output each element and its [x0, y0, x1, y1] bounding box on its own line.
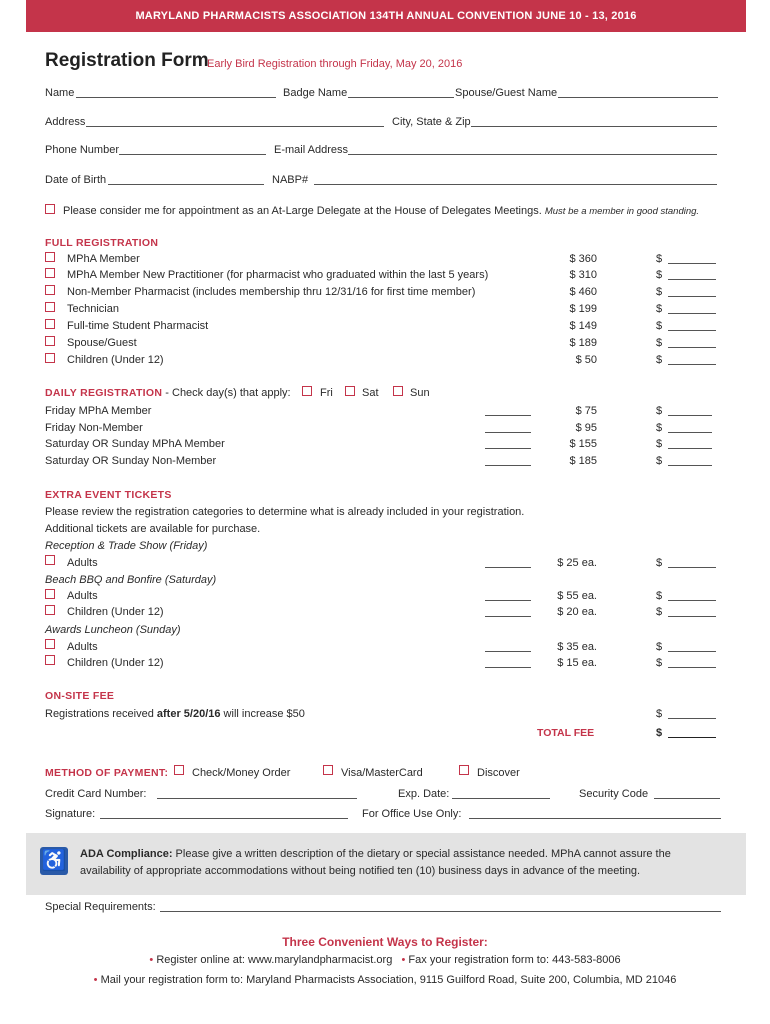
daily-reg-qty[interactable]	[485, 465, 531, 466]
full-reg-price: $ 50	[575, 354, 597, 366]
check-money-order-checkbox[interactable]	[174, 765, 184, 775]
daily-reg-qty[interactable]	[485, 415, 531, 416]
onsite-heading: ON-SITE FEE	[45, 690, 115, 702]
city-state-zip-label: City, State & Zip	[392, 116, 471, 128]
daily-reg-qty[interactable]	[485, 432, 531, 433]
delegate-text	[63, 205, 699, 217]
total-fee-label: TOTAL FEE	[537, 727, 595, 739]
form-title: Registration Form	[45, 50, 209, 71]
wheelchair-icon: ♿	[40, 847, 68, 875]
full-reg-label: MPhA Member New Practitioner (for pharmacist who graduated within the last 5 years)	[67, 269, 489, 281]
full-reg-checkbox[interactable]	[45, 302, 55, 312]
onsite-amount[interactable]	[668, 718, 716, 719]
daily-reg-dollar: $	[656, 405, 663, 417]
bbq-children-label: Children (Under 12)	[67, 606, 164, 618]
phone-label: Phone Number	[45, 144, 119, 156]
full-reg-dollar: $	[656, 337, 663, 349]
luncheon-adults-price: $ 35 ea.	[557, 641, 597, 653]
delegate-label: Please consider me for appointment as an At-Large Delegate at the House of Delegates Meetings.	[63, 205, 542, 217]
luncheon-adults-qty[interactable]	[485, 651, 531, 652]
daily-reg-amount[interactable]	[668, 448, 712, 449]
full-reg-dollar: $	[656, 354, 663, 366]
exp-date-label: Exp. Date:	[398, 788, 450, 800]
signature-field[interactable]	[100, 818, 348, 819]
extra-events-line2: Additional tickets are available for purchase.	[45, 523, 261, 535]
bbq-adults-dollar: $	[656, 590, 663, 602]
security-code-label: Security Code	[579, 788, 649, 800]
discover-label: Discover	[477, 767, 520, 779]
full-reg-dollar: $	[656, 286, 663, 298]
full-reg-amount[interactable]	[668, 313, 716, 314]
full-reg-label: Children (Under 12)	[67, 354, 164, 366]
bbq-children-dollar: $	[656, 606, 663, 618]
luncheon-children-checkbox[interactable]	[45, 655, 55, 665]
full-reg-checkbox[interactable]	[45, 268, 55, 278]
register-ways-title: Three Convenient Ways to Register:	[282, 935, 488, 949]
full-reg-checkbox[interactable]	[45, 336, 55, 346]
badge-name-label: Badge Name	[283, 87, 348, 99]
signature-label: Signature:	[45, 808, 96, 820]
luncheon-children-label: Children (Under 12)	[67, 657, 164, 669]
luncheon-adults-checkbox[interactable]	[45, 639, 55, 649]
card-number-field[interactable]	[157, 798, 357, 799]
reception-adults-amount[interactable]	[668, 567, 716, 568]
luncheon-title: Awards Luncheon (Sunday)	[45, 624, 181, 636]
luncheon-children-dollar: $	[656, 657, 663, 669]
full-reg-checkbox[interactable]	[45, 252, 55, 262]
bbq-adults-checkbox[interactable]	[45, 589, 55, 599]
register-online: Register online at: www.marylandpharmacist.org	[156, 954, 393, 966]
full-reg-amount[interactable]	[668, 364, 716, 365]
onsite-text-pre: Registrations received	[45, 708, 157, 720]
day-fri-checkbox[interactable]	[302, 386, 312, 396]
special-requirements-field[interactable]	[160, 911, 721, 912]
office-use-label: For Office Use Only:	[362, 808, 462, 820]
daily-reg-amount[interactable]	[668, 465, 712, 466]
daily-reg-dollar: $	[656, 422, 663, 434]
total-fee-dollar: $	[656, 727, 663, 739]
luncheon-children-qty[interactable]	[485, 667, 531, 668]
full-reg-checkbox[interactable]	[45, 319, 55, 329]
luncheon-adults-label: Adults	[67, 641, 98, 653]
ada-text2: availability of appropriate accommodations without being notified ten (10) business days in advance of the meeting.	[80, 865, 641, 877]
office-use-field	[469, 818, 721, 819]
day-sat-label: Sat	[362, 387, 379, 399]
bbq-children-price: $ 20 ea.	[557, 606, 597, 618]
daily-reg-amount[interactable]	[668, 432, 712, 433]
day-sun-checkbox[interactable]	[393, 386, 403, 396]
extra-events-line1: Please review the registration categories to determine what is already included in your registration.	[45, 506, 525, 518]
full-reg-amount[interactable]	[668, 263, 716, 264]
city-state-zip-field[interactable]	[471, 126, 717, 127]
daily-registration-heading: DAILY REGISTRATION	[45, 387, 163, 399]
daily-reg-label: Saturday OR Sunday MPhA Member	[45, 438, 225, 450]
full-reg-label: Full-time Student Pharmacist	[67, 320, 209, 332]
reception-adults-price: $ 25 ea.	[557, 557, 597, 569]
early-bird-note: Early Bird Registration through Friday, May 20, 2016	[207, 58, 463, 70]
visa-mastercard-label: Visa/MasterCard	[341, 767, 423, 779]
nabp-field[interactable]	[314, 184, 717, 185]
security-code-field[interactable]	[654, 798, 720, 799]
name-label: Name	[45, 87, 75, 99]
onsite-text-post: will increase $50	[220, 708, 305, 720]
bbq-children-checkbox[interactable]	[45, 605, 55, 615]
dob-label: Date of Birth	[45, 174, 107, 186]
email-label: E-mail Address	[274, 144, 348, 156]
email-field[interactable]	[348, 154, 717, 155]
visa-mastercard-checkbox[interactable]	[323, 765, 333, 775]
daily-reg-dollar: $	[656, 438, 663, 450]
reception-adults-checkbox[interactable]	[45, 555, 55, 565]
ada-compliance-box	[26, 833, 746, 895]
payment-heading: METHOD OF PAYMENT:	[45, 767, 169, 779]
exp-date-field[interactable]	[452, 798, 550, 799]
full-reg-amount[interactable]	[668, 296, 716, 297]
onsite-text	[45, 708, 305, 720]
full-registration-heading: FULL REGISTRATION	[45, 237, 159, 249]
onsite-text-bold: after 5/20/16	[156, 708, 221, 720]
daily-reg-price: $ 75	[575, 405, 597, 417]
full-reg-label: Spouse/Guest	[67, 337, 137, 349]
daily-reg-label: Friday Non-Member	[45, 422, 143, 434]
full-reg-price: $ 189	[569, 337, 597, 349]
full-reg-price: $ 360	[569, 253, 597, 265]
full-reg-amount[interactable]	[668, 330, 716, 331]
full-reg-checkbox[interactable]	[45, 285, 55, 295]
dob-field[interactable]	[108, 184, 264, 185]
full-reg-price: $ 149	[569, 320, 597, 332]
phone-field[interactable]	[119, 154, 266, 155]
daily-reg-dollar: $	[656, 455, 663, 467]
bbq-title: Beach BBQ and Bonfire (Saturday)	[45, 574, 217, 586]
delegate-checkbox[interactable]	[45, 204, 55, 214]
daily-reg-qty[interactable]	[485, 448, 531, 449]
card-number-label: Credit Card Number:	[45, 788, 147, 800]
full-reg-price: $ 310	[569, 269, 597, 281]
reception-title: Reception & Trade Show (Friday)	[45, 540, 208, 552]
total-fee-amount[interactable]	[668, 737, 716, 738]
day-sun-label: Sun	[410, 387, 430, 399]
luncheon-adults-amount[interactable]	[668, 651, 716, 652]
full-reg-price: $ 199	[569, 303, 597, 315]
address-field[interactable]	[86, 126, 384, 127]
day-sat-checkbox[interactable]	[345, 386, 355, 396]
daily-reg-label: Friday MPhA Member	[45, 405, 152, 417]
daily-reg-price: $ 95	[575, 422, 597, 434]
daily-reg-price: $ 155	[569, 438, 597, 450]
ada-label: ADA Compliance:	[80, 848, 173, 860]
full-reg-dollar: $	[656, 303, 663, 315]
ada-text1: Please give a written description of the dietary or special assistance needed. MPhA cannot assure the	[172, 848, 671, 860]
register-fax: Fax your registration form to: 443-583-8006	[408, 954, 621, 966]
register-ways-line2: • Mail your registration form to: Maryland Pharmacists Association, 9115 Guilford Road, Suite 200, Columbia, MD 21046	[93, 974, 677, 986]
bbq-adults-amount[interactable]	[668, 600, 716, 601]
full-reg-label: MPhA Member	[67, 253, 140, 265]
badge-name-field[interactable]	[348, 97, 454, 98]
bbq-adults-label: Adults	[67, 590, 98, 602]
daily-reg-amount[interactable]	[668, 415, 712, 416]
daily-reg-label: Saturday OR Sunday Non-Member	[45, 455, 217, 467]
full-reg-price: $ 460	[569, 286, 597, 298]
reception-adults-qty[interactable]	[485, 567, 531, 568]
bbq-adults-qty[interactable]	[485, 600, 531, 601]
delegate-note: Must be a member in good standing.	[544, 206, 700, 217]
nabp-label: NABP#	[272, 174, 309, 186]
discover-checkbox[interactable]	[459, 765, 469, 775]
bbq-children-amount[interactable]	[668, 616, 716, 617]
reception-adults-dollar: $	[656, 557, 663, 569]
onsite-dollar: $	[656, 708, 663, 720]
full-reg-amount[interactable]	[668, 347, 716, 348]
daily-reg-price: $ 185	[569, 455, 597, 467]
spouse-guest-name-field[interactable]	[558, 97, 718, 98]
name-field[interactable]	[76, 97, 276, 98]
luncheon-children-price: $ 15 ea.	[557, 657, 597, 669]
convention-banner: MARYLAND PHARMACISTS ASSOCIATION 134TH ANNUAL CONVENTION JUNE 10 - 13, 2016	[26, 0, 746, 32]
reception-adults-label: Adults	[67, 557, 98, 569]
spouse-guest-name-label: Spouse/Guest Name	[455, 87, 558, 99]
bbq-children-qty[interactable]	[485, 616, 531, 617]
full-reg-dollar: $	[656, 320, 663, 332]
full-reg-dollar: $	[656, 269, 663, 281]
full-reg-dollar: $	[656, 253, 663, 265]
day-fri-label: Fri	[320, 387, 333, 399]
check-money-order-label: Check/Money Order	[192, 767, 291, 779]
full-reg-label: Non-Member Pharmacist (includes membership thru 12/31/16 for first time member)	[67, 286, 476, 298]
daily-registration-header	[45, 387, 291, 399]
register-mail: Mail your registration form to: Maryland Pharmacists Association, 9115 Guilford Road, Suite 200, Columbia, MD 21046	[100, 974, 677, 986]
register-ways-line1: • Register online at: www.marylandpharmacist.org • Fax your registration form to: 443-583-8006	[149, 954, 621, 966]
extra-events-heading: EXTRA EVENT TICKETS	[45, 489, 172, 501]
luncheon-children-amount[interactable]	[668, 667, 716, 668]
full-reg-checkbox[interactable]	[45, 353, 55, 363]
address-label: Address	[45, 116, 86, 128]
full-reg-amount[interactable]	[668, 279, 716, 280]
daily-instruction: - Check day(s) that apply:	[162, 387, 291, 399]
special-requirements-label: Special Requirements:	[45, 901, 156, 913]
bbq-adults-price: $ 55 ea.	[557, 590, 597, 602]
full-reg-label: Technician	[67, 303, 119, 315]
ada-line1	[80, 848, 671, 860]
luncheon-adults-dollar: $	[656, 641, 663, 653]
